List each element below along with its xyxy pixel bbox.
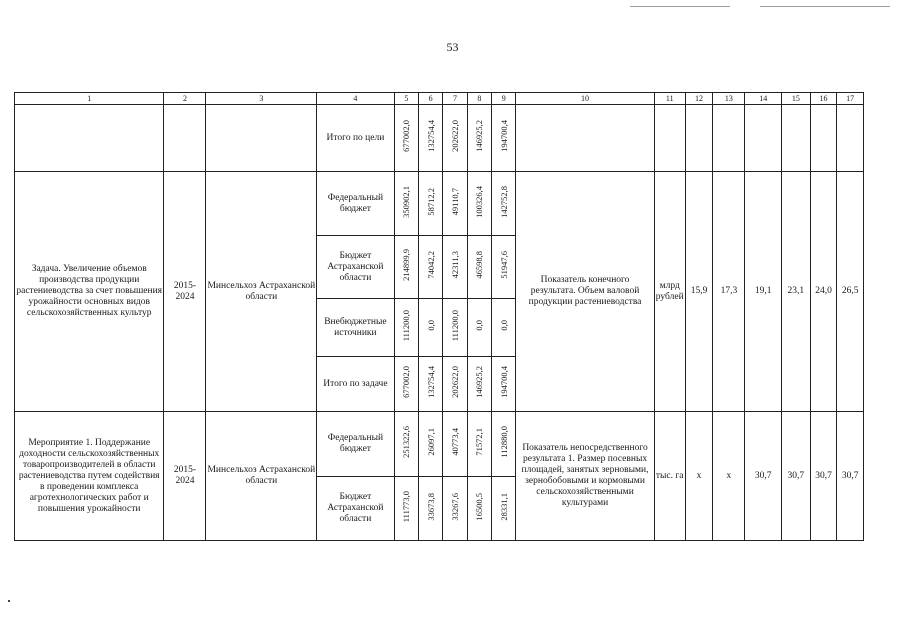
amount-cell: 111200,0: [443, 299, 467, 357]
scan-speck: [8, 600, 10, 602]
amount-cell: 202622,0: [443, 357, 467, 412]
task-row-federal: [15, 172, 864, 236]
amount-cell: 112880,0: [492, 412, 516, 477]
amount-cell: 40773,4: [443, 412, 467, 477]
funding-source: Федеральный бюджет: [317, 412, 394, 477]
amount-cell: 33267,6: [443, 477, 467, 541]
target-value: х: [713, 412, 745, 541]
target-value: 30,7: [810, 412, 837, 541]
col-num: 2: [164, 93, 206, 105]
empty-cell: [745, 105, 782, 172]
activity-executor: Минсельхоз Астраханской области: [206, 412, 317, 541]
empty-cell: [15, 105, 164, 172]
activity-unit: тыс. га: [654, 412, 685, 541]
funding-source: Внебюджетные источники: [317, 299, 394, 357]
target-value: 23,1: [781, 172, 810, 412]
amount-cell: 49110,7: [443, 172, 467, 236]
col-num: 13: [713, 93, 745, 105]
col-num: 16: [810, 93, 837, 105]
target-value: 19,1: [745, 172, 782, 412]
funding-source: Федеральный бюджет: [317, 172, 394, 236]
empty-cell: [713, 105, 745, 172]
amount-cell: 100326,4: [467, 172, 491, 236]
empty-cell: [685, 105, 713, 172]
amount-cell: 111200,0: [394, 299, 418, 357]
activity-row-federal: [15, 412, 864, 477]
funding-source: Бюджет Астраханской области: [317, 236, 394, 299]
amount-cell: 42311,3: [443, 236, 467, 299]
empty-cell: [810, 105, 837, 172]
amount-cell: 0,0: [467, 299, 491, 357]
amount-cell: 142752,8: [492, 172, 516, 236]
col-num: 3: [206, 93, 317, 105]
col-num: 15: [781, 93, 810, 105]
funding-source: Бюджет Астраханской области: [317, 477, 394, 541]
target-value: 15,9: [685, 172, 713, 412]
amount-cell: 74042,2: [418, 236, 442, 299]
amount-cell: 214899,9: [394, 236, 418, 299]
amount-cell: 51947,6: [492, 236, 516, 299]
task-unit: млрд рублей: [654, 172, 685, 412]
amount-cell: 132754,4: [418, 105, 442, 172]
amount-cell: 350902,1: [394, 172, 418, 236]
amount-cell: 202622,0: [443, 105, 467, 172]
amount-cell: 28331,1: [492, 477, 516, 541]
target-value: 30,7: [781, 412, 810, 541]
col-num: 5: [394, 93, 418, 105]
funding-source: Итого по задаче: [317, 357, 394, 412]
amount-cell: 132754,4: [418, 357, 442, 412]
target-value: 17,3: [713, 172, 745, 412]
amount-cell: 194700,4: [492, 357, 516, 412]
empty-cell: [654, 105, 685, 172]
amount-cell: 26097,1: [418, 412, 442, 477]
header-rule-b: [760, 6, 890, 7]
task-period: 2015-2024: [164, 172, 206, 412]
empty-cell: [164, 105, 206, 172]
funding-source: Итого по цели: [317, 105, 394, 172]
goal-total-row: [15, 105, 864, 172]
amount-cell: 0,0: [492, 299, 516, 357]
col-num: 17: [837, 93, 864, 105]
col-num: 4: [317, 93, 394, 105]
task-indicator: Показатель конечного результата. Объем валовой продукции растениеводства: [516, 172, 654, 412]
target-value: 24,0: [810, 172, 837, 412]
activity-name: Мероприятие 1. Поддержание доходности сельскохозяйственных товаропроизводителей в области растениеводства путем содействия в проведении комплекса агротехнологических работ и повышения урожайности: [15, 412, 164, 541]
amount-cell: 0,0: [418, 299, 442, 357]
target-value: 30,7: [745, 412, 782, 541]
amount-cell: 146925,2: [467, 105, 491, 172]
empty-cell: [781, 105, 810, 172]
amount-cell: 16500,5: [467, 477, 491, 541]
amount-cell: 194700,4: [492, 105, 516, 172]
target-value: 26,5: [837, 172, 864, 412]
amount-cell: 71572,1: [467, 412, 491, 477]
activity-period: 2015-2024: [164, 412, 206, 541]
empty-cell: [516, 105, 654, 172]
col-num: 6: [418, 93, 442, 105]
amount-cell: 251322,6: [394, 412, 418, 477]
col-num: 14: [745, 93, 782, 105]
col-num: 8: [467, 93, 491, 105]
col-num: 7: [443, 93, 467, 105]
amount-cell: 146925,2: [467, 357, 491, 412]
col-num: 11: [654, 93, 685, 105]
col-num: 10: [516, 93, 654, 105]
column-number-row: [15, 93, 864, 105]
amount-cell: 677002,0: [394, 357, 418, 412]
empty-cell: [206, 105, 317, 172]
col-num: 12: [685, 93, 713, 105]
col-num: 1: [15, 93, 164, 105]
amount-cell: 33673,8: [418, 477, 442, 541]
amount-cell: 58712,2: [418, 172, 442, 236]
col-num: 9: [492, 93, 516, 105]
page-number: 53: [446, 40, 459, 54]
activity-indicator: Показатель непосредственного результата 1. Размер посевных площадей, занятых зерновыми, зернобобовыми и кормовыми сельскохозяйственными культурами: [516, 412, 654, 541]
task-executor: Минсельхоз Астраханской области: [206, 172, 317, 412]
amount-cell: 46598,8: [467, 236, 491, 299]
header-rule-a: [630, 6, 730, 7]
empty-cell: [837, 105, 864, 172]
target-value: 30,7: [837, 412, 864, 541]
target-value: х: [685, 412, 713, 541]
task-name: Задача. Увеличение объемов производства продукции растениеводства за счет повышения урожайности основных видов сельскохозяйственных культур: [15, 172, 164, 412]
program-table: [14, 92, 864, 541]
amount-cell: 677002,0: [394, 105, 418, 172]
amount-cell: 111773,0: [394, 477, 418, 541]
